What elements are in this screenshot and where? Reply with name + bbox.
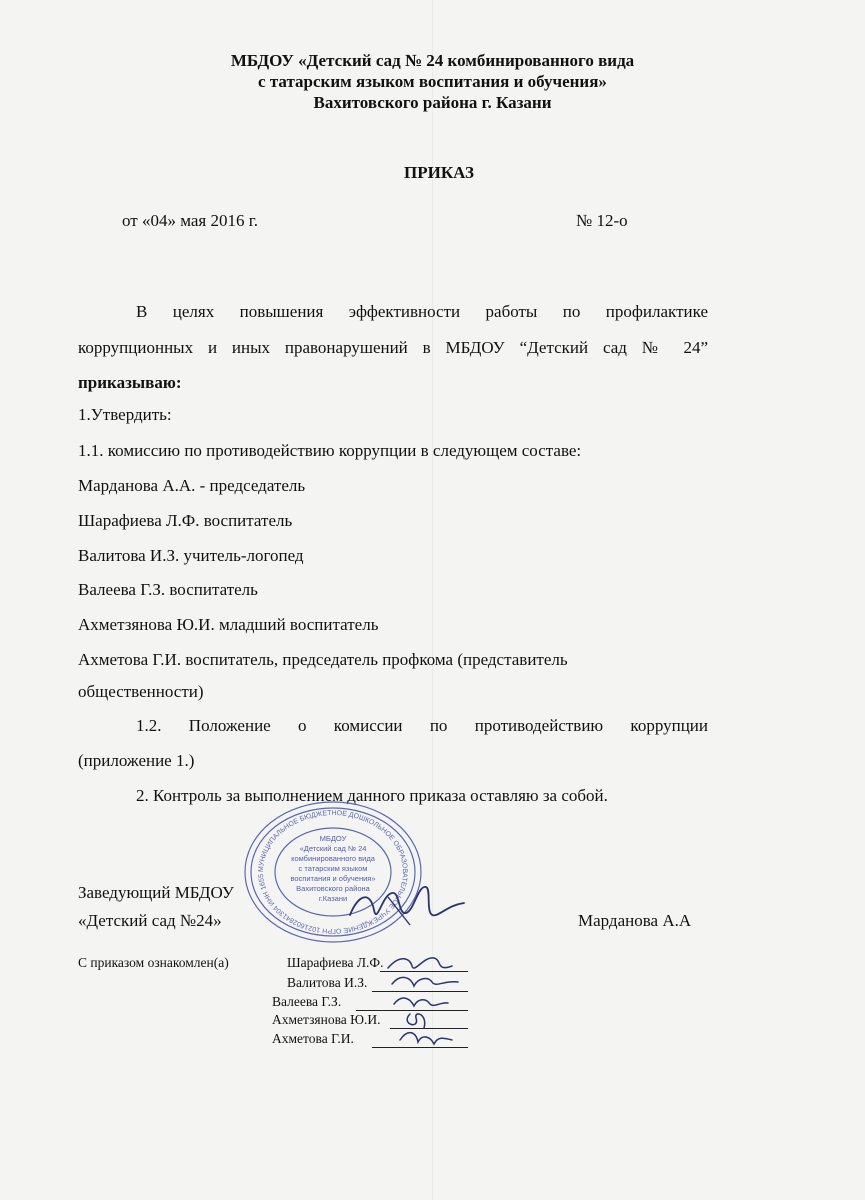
item-1-1: 1.1. комиссию по противодействию коррупции в следующем составе: xyxy=(78,441,582,460)
stamp-center-line: г.Казани xyxy=(318,894,348,903)
member-6: Ахметова Г.И. воспитатель, председатель профкома (представитель xyxy=(78,650,568,669)
stamp-center-line: Вахитовского района xyxy=(296,884,370,893)
member-4: Валеева Г.З. воспитатель xyxy=(78,580,258,599)
member-6-continued: общественности) xyxy=(78,682,204,701)
org-name-line-1: МБДОУ «Детский сад № 24 комбинированного вида xyxy=(230,51,635,70)
member-5: Ахметзянова Ю.И. младший воспитатель xyxy=(78,615,379,634)
member-2: Шарафиева Л.Ф. воспитатель xyxy=(78,511,293,530)
item-1-2-line-1: 1.2. Положение о комиссии по противодействию коррупции xyxy=(136,716,708,735)
member-1: Марданова А.А. - председатель xyxy=(78,476,306,495)
acquaintance-label: С приказом ознакомлен(а) xyxy=(78,955,229,970)
document-title: ПРИКАЗ xyxy=(404,163,474,182)
preamble-line-1: В целях повышения эффективности работы по профилактике xyxy=(136,302,708,321)
member-3: Валитова И.З. учитель-логопед xyxy=(78,546,304,565)
staff-signatures xyxy=(370,948,470,1058)
item-1: 1.Утвердить: xyxy=(78,405,172,424)
stamp-ring-text: МУНИЦИПАЛЬНОЕ БЮДЖЕТНОЕ ДОШКОЛЬНОЕ ОБРАЗОВАТЕЛЬНОЕ УЧРЕЖДЕНИЕ ОГРН 1021602841304 ИНН 1655 xyxy=(257,809,409,935)
order-number: № 12-о xyxy=(576,211,628,230)
signature-position-line-1: Заведующий МБДОУ xyxy=(78,883,234,902)
order-word: приказываю: xyxy=(78,373,182,392)
director-name: Марданова А.А xyxy=(578,911,692,930)
order-date: от «04» мая 2016 г. xyxy=(122,211,259,230)
director-signature xyxy=(340,875,470,935)
signature-position-line-2: «Детский сад №24» xyxy=(78,911,222,930)
stamp-center-line: с татарским языком xyxy=(298,864,368,873)
acquaintance-name-2: Валитова И.З. xyxy=(287,975,368,990)
org-name-line-3: Вахитовского района г. Казани xyxy=(313,93,552,112)
paper-fold xyxy=(432,0,433,1200)
acquaintance-name-4: Ахметзянова Ю.И. xyxy=(272,1012,381,1027)
acquaintance-name-3: Валеева Г.З. xyxy=(272,994,342,1009)
stamp-center-line: комбинированного вида xyxy=(291,854,375,863)
org-name-line-2: с татарским языком воспитания и обучения» xyxy=(258,72,607,91)
item-1-2-line-2: (приложение 1.) xyxy=(78,751,195,770)
stamp-center-line: МБДОУ xyxy=(319,834,347,843)
acquaintance-name-5: Ахметова Г.И. xyxy=(272,1031,354,1046)
acquaintance-name-1: Шарафиева Л.Ф. xyxy=(287,955,384,970)
item-2: 2. Контроль за выполнением данного приказа оставляю за собой. xyxy=(136,786,608,805)
stamp-center-line: воспитания и обучения» xyxy=(290,874,376,883)
preamble-line-2: коррупционных и иных правонарушений в МБДОУ “Детский сад № 24” xyxy=(78,338,708,357)
stamp-center-line: «Детский сад № 24 xyxy=(299,844,367,853)
